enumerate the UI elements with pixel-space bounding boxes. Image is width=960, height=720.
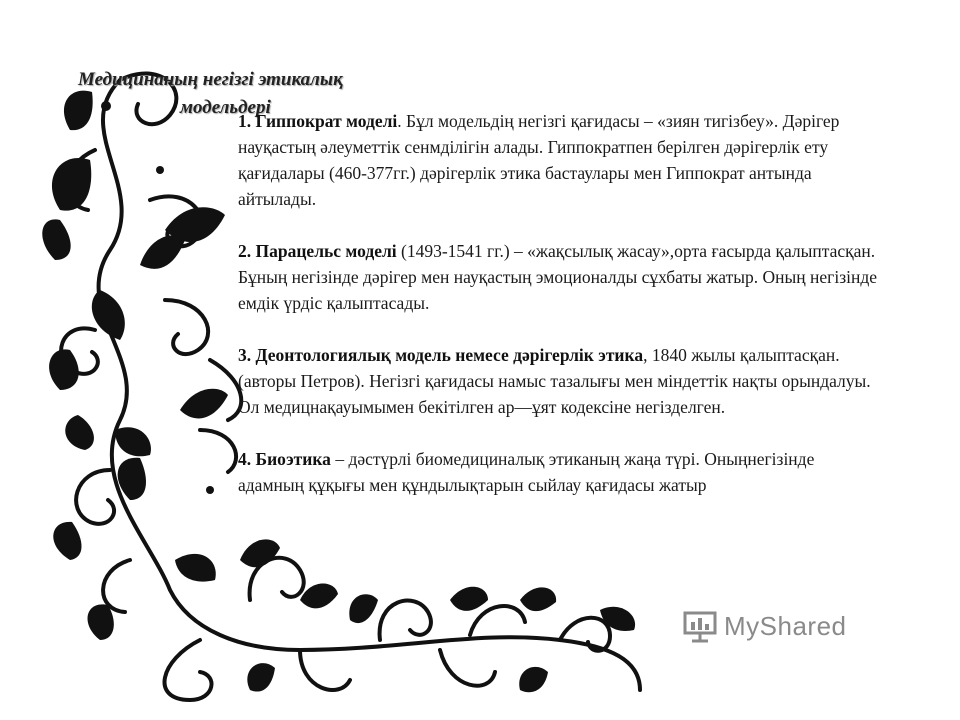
model-paragraph-bioethics: [238, 446, 878, 498]
presentation-board-icon: [682, 608, 718, 644]
paragraph-text: . Бұл модельдің негізгі қағидасы – «зиян тигізбеу». Дәрігер науқастың әлеуметтік сенмділігін алады. Гиппократпен берілген дәрігерлік ету қағидалары (460-377гг.) дәрігерлік этика бастаулары мен Гиппократ антында айтылады.: [238, 111, 840, 209]
paragraph-heading: 3. Деонтологиялық модель немесе дәрігерлік этика: [238, 345, 644, 365]
paragraph-heading: 2. Парацельс моделі: [238, 241, 397, 261]
model-paragraph-hippocrates: [238, 108, 878, 212]
watermark-text: MyShared: [724, 610, 847, 641]
paragraph-text: , 1840 жылы қалыптасқан. (авторы Петров). Негізгі қағидасы намыс тазалығы мен міндеттік нақты орындалуы. Ол медицнақауымымен бекітілген ар—ұят кодексіне негізделген.: [238, 345, 871, 417]
paragraph-text: (1493-1541 гг.) – «жақсылық жасау»,орта ғасырда қалыптасқан. Бұның негізінде дәрігер мен науқастың эмоционалды сұхбаты жатыр. Оның негізінде емдік үрдіс қалыптасады.: [238, 241, 878, 313]
model-paragraph-deontological: [238, 342, 878, 420]
paragraph-heading: 1. Гиппократ моделі: [238, 111, 398, 131]
slide-title-line-1: Медицинаның негізгі этикалық: [78, 69, 343, 90]
slide-title-line-2: модельдері: [180, 97, 271, 118]
paragraph-text: – дәстүрлі биомедициналық этиканың жаңа түрі. Оныңнегізінде адамның құқығы мен құндылықтарын сыйлау қағидасы жатыр: [238, 449, 815, 495]
myshared-watermark: [682, 606, 847, 646]
model-paragraph-paracelsus: [238, 238, 878, 316]
content-body: [238, 108, 878, 524]
paragraph-heading: 4. Биоэтика: [238, 449, 331, 469]
